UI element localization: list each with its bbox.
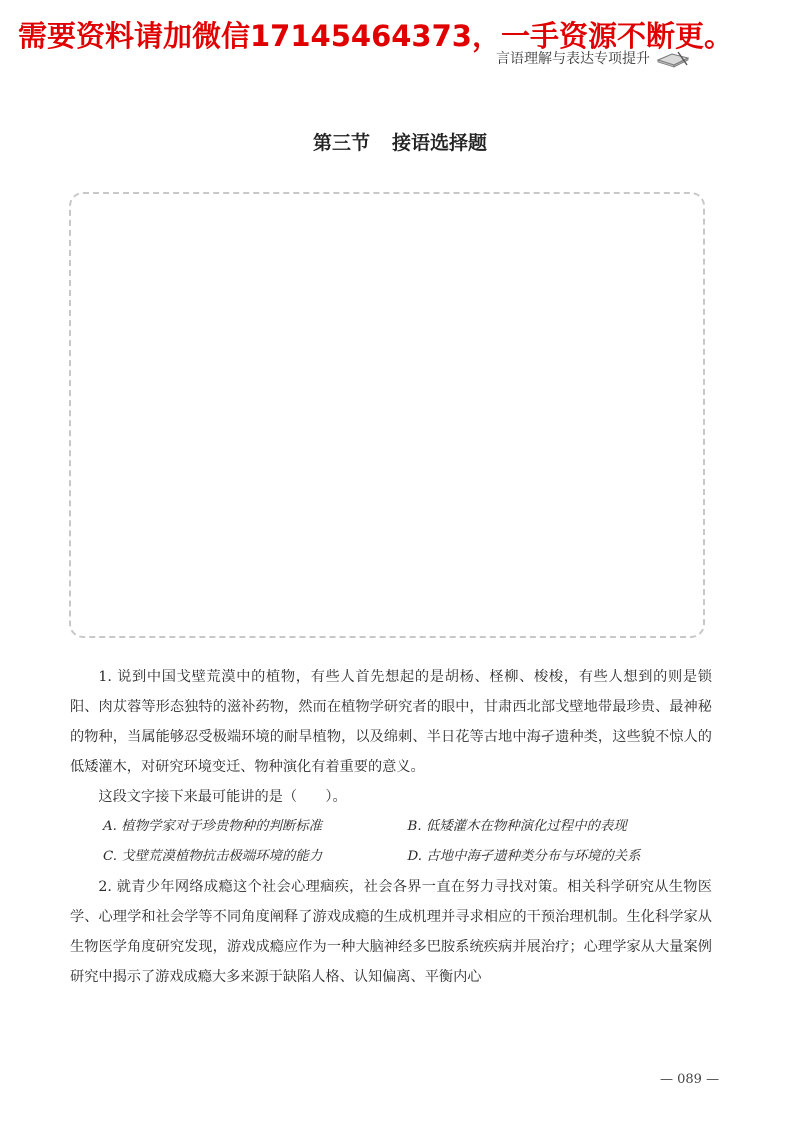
question-content bbox=[70, 662, 712, 992]
page-number: — 089 — bbox=[660, 1072, 720, 1087]
question-1-passage: 1. 说到中国戈壁荒漠中的植物，有些人首先想起的是胡杨、柽柳、梭梭，有些人想到的则是锁阳、肉苁蓉等形态独特的滋补药物，然而在植物学研究者的眼中，甘肃西北部戈壁地带最珍贵、最神秘的物种，当属能够忍受极端环境的耐旱植物，以及绵刺、半日花等古地中海孑遗种类，这些貌不惊人的低矮灌木，对研究环境变迁、物种演化有着重要的意义。 bbox=[70, 669, 712, 775]
watermark-text: 需要资料请加微信17145464373，一手资源不断更。 bbox=[18, 19, 733, 53]
option-a: A. 植物学家对于珍贵物种的判断标准 bbox=[103, 819, 323, 834]
book-icon bbox=[656, 48, 690, 68]
question-1-stem: 这段文字接下来最可能讲的是（ ）。 bbox=[98, 789, 347, 805]
running-header bbox=[496, 48, 690, 68]
section-name: 接语选择题 bbox=[392, 132, 488, 154]
option-c: C. 戈壁荒漠植物抗击极端环境的能力 bbox=[103, 849, 323, 864]
question-2-passage: 2. 就青少年网络成瘾这个社会心理痼疾，社会各界一直在努力寻找对策。相关科学研究从生物医学、心理学和社会学等不同角度阐释了游戏成瘾的生成机理并寻求相应的干预治理机制。生化科学家从生物医学角度研究发现，游戏成瘾应作为一种大脑神经多巴胺系统疾病并展治疗；心理学家从大量案例研究中揭示了游戏成瘾大多来源于缺陷人格、认知偏离、平衡内心 bbox=[70, 879, 712, 985]
question-1-options bbox=[70, 812, 712, 872]
blank-dashed-frame bbox=[69, 192, 705, 638]
section-title bbox=[0, 128, 800, 155]
option-d: D. 古地中海孑遗种类分布与环境的关系 bbox=[407, 849, 641, 864]
running-header-title: 言语理解与表达专项提升 bbox=[496, 51, 650, 67]
option-b: B. 低矮灌木在物种演化过程中的表现 bbox=[407, 819, 627, 834]
section-number: 第三节 bbox=[312, 132, 370, 154]
